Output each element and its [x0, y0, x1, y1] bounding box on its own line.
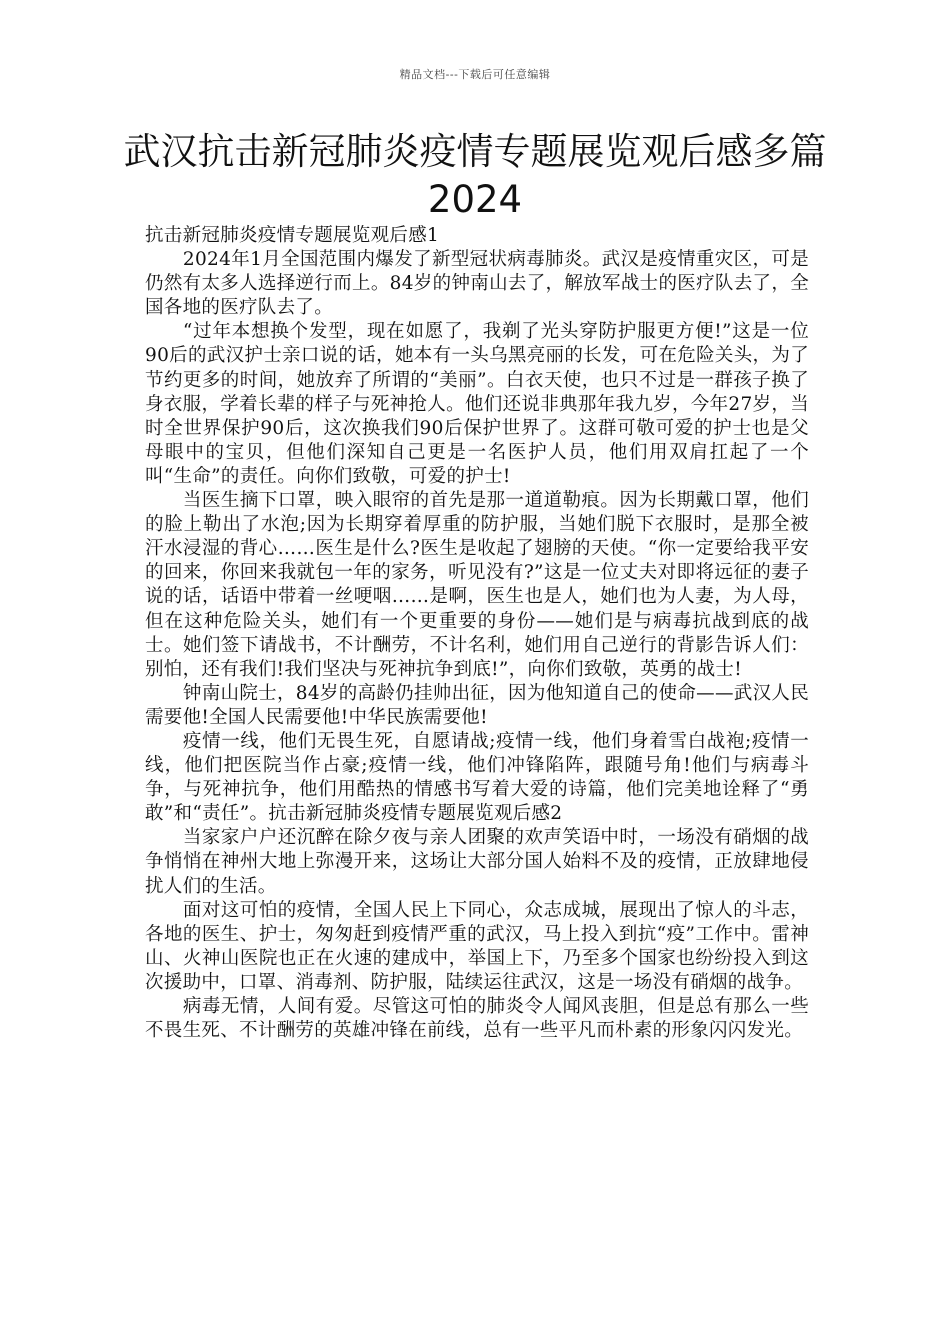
paragraph: “过年本想换个发型，现在如愿了，我剃了光头穿防护服更方便!”这是一位90后的武汉护士亲口说的话，她本有一头乌黑亮丽的长发，可在危险关头，为了节约更多的时间，她放弃了所谓的“美丽”。白衣天使，也只不过是一群孩子换了身衣服，学着长辈的样子与死神抢人。他们还说非典那年我九岁，今年27岁，当时全世界保护90后，这次换我们90后保护世界了。这群可敬可爱的护士也是父母眼中的宝贝，但他们深知自己更是一名医护人员，他们用双肩扛起了一个叫“生命”的责任。向你们致敬，可爱的护士!: [145, 321, 809, 487]
paragraph: 疫情一线，他们无畏生死，自愿请战;疫情一线，他们身着雪白战袍;疫情一线，他们把医院当作占豪;疫情一线，他们冲锋陷阵，跟随号角!他们与病毒斗争，与死神抗争，他们用酷热的情感书写着大爱的诗篇，他们完美地诠释了“勇敢”和“责任”。抗击新冠肺炎疫情专题展览观后感2: [145, 730, 809, 825]
page-title: 武汉抗击新冠肺炎疫情专题展览观后感多篇2024: [123, 130, 827, 221]
paragraph: 当家家户户还沉醉在除夕夜与亲人团聚的欢声笑语中时，一场没有硝烟的战争悄悄在神州大地上弥漫开来，这场让大部分国人始料不及的疫情，正放肆地侵扰人们的生活。: [145, 827, 809, 897]
header-note: 精品文档---下载后可任意编辑: [399, 68, 551, 81]
section-heading: 抗击新冠肺炎疫情专题展览观后感1: [145, 225, 440, 246]
paragraph: 病毒无情，人间有爱。尽管这可怕的肺炎令人闻风丧胆，但是总有那么一些不畏生死、不计酬劳的英雄冲锋在前线，总有一些平凡而朴素的形象闪闪发光。: [145, 996, 809, 1042]
paragraph: 面对这可怕的疫情，全国人民上下同心，众志成城，展现出了惊人的斗志，各地的医生、护士，匆匆赶到疫情严重的武汉，马上投入到抗“疫”工作中。雷神山、火神山医院也正在火速的建成中，举国上下，乃至多个国家也纷纷投入到这次援助中，口罩、消毒剂、防护服，陆续运往武汉，这是一场没有硝烟的战争。: [145, 899, 809, 993]
paragraph: 当医生摘下口罩，映入眼帘的首先是那一道道勒痕。因为长期戴口罩，他们的脸上勒出了水泡;因为长期穿着厚重的防护服，当她们脱下衣服时，是那全被汗水浸湿的背心……医生是什么?医生是收起了翅膀的天使。“你一定要给我平安的回来，你回来我就包一年的家务，听见没有?”这是一位丈夫对即将远征的妻子说的话，话语中带着一丝哽咽……是啊，医生也是人，她们也为人妻，为人母，但在这种危险关头，她们有一个更重要的身份——她们是与病毒抗战到底的战士。她们签下请战书，不计酬劳，不计名利，她们用自己逆行的背影告诉人们：别怕，还有我们!我们坚决与死神抗争到底!”，向你们致敬，英勇的战士!: [145, 490, 809, 680]
paragraph: 钟南山院士，84岁的高龄仍挂帅出征，因为他知道自己的使命——武汉人民需要他!全国人民需要他!中华民族需要他!: [145, 682, 809, 728]
article-body: [145, 224, 809, 1043]
paragraph: 2024年1月全国范围内爆发了新型冠状病毒肺炎。武汉是疫情重灾区，可是仍然有太多人选择逆行而上。84岁的钟南山去了，解放军战士的医疗队去了，全国各地的医疗队去了。: [145, 249, 809, 319]
